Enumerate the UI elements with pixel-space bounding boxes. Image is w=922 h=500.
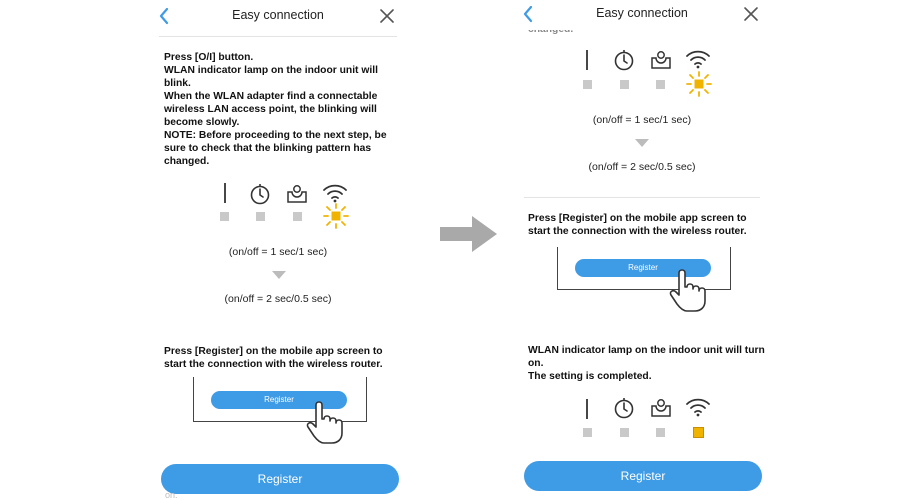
illustration-register-button: Register — [211, 391, 347, 409]
timer-icon — [613, 49, 635, 71]
app-header — [519, 0, 765, 30]
close-icon[interactable] — [741, 4, 761, 24]
register-instruction — [528, 212, 747, 238]
scrolled-text-fragment: on. — [165, 490, 178, 500]
page-title: Easy connection — [596, 6, 688, 20]
instruction-line: blink. — [164, 78, 191, 89]
lamp-timer — [620, 80, 629, 89]
instruction-line: NOTE: Before proceeding to the next step, be — [164, 130, 387, 141]
down-triangle-icon — [272, 271, 286, 279]
register-button[interactable]: Register — [524, 461, 762, 491]
instruction-line: wireless LAN access point, the blinking will — [164, 104, 377, 115]
right-phone-screen — [519, 0, 765, 500]
down-triangle-icon — [635, 139, 649, 147]
register-instruction-line: Press [Register] on the mobile app screen to — [528, 213, 747, 224]
lamp-sleep — [656, 428, 665, 437]
register-instruction-line: Press [Register] on the mobile app screen to — [164, 346, 383, 357]
operation-line-icon — [219, 182, 231, 204]
lamp-timer — [620, 428, 629, 437]
instruction-line: changed. — [164, 156, 210, 167]
wlan-icon — [685, 49, 711, 69]
blink-fast-label: (on/off = 1 sec/1 sec) — [228, 246, 328, 258]
sleep-icon — [286, 184, 308, 204]
blink-slow-label: (on/off = 2 sec/0.5 sec) — [224, 293, 332, 305]
section-divider — [524, 197, 760, 198]
instruction-line: Press [O/I] button. — [164, 52, 254, 63]
completion-text — [528, 344, 765, 383]
completion-line: on. — [528, 358, 544, 369]
lamp-sleep — [656, 80, 665, 89]
blink-fast-label: (on/off = 1 sec/1 sec) — [592, 114, 692, 126]
wlan-icon — [685, 397, 711, 417]
hand-tap-icon — [302, 395, 354, 445]
wlan-icon — [322, 183, 348, 203]
lamp-timer — [256, 212, 265, 221]
lamp-operation — [583, 428, 592, 437]
timer-icon — [613, 397, 635, 419]
page-title: Easy connection — [232, 8, 324, 22]
hand-tap-icon — [665, 263, 717, 313]
completion-line: The setting is completed. — [528, 371, 652, 382]
register-instruction-line: start the connection with the wireless router. — [164, 359, 383, 370]
instruction-line: WLAN indicator lamp on the indoor unit will — [164, 65, 378, 76]
blink-slow-label: (on/off = 2 sec/0.5 sec) — [588, 161, 696, 173]
app-header — [155, 0, 401, 32]
sleep-icon — [650, 50, 672, 70]
blinking-lamp-icon — [322, 202, 350, 230]
lamp-operation — [220, 212, 229, 221]
timer-icon — [249, 183, 271, 205]
left-phone-screen — [155, 0, 401, 500]
close-icon[interactable] — [377, 6, 397, 26]
illustration-register-button: Register — [575, 259, 711, 277]
header-divider — [159, 36, 397, 37]
operation-line-icon — [581, 49, 593, 71]
lamp-operation — [583, 80, 592, 89]
instruction-text — [164, 51, 387, 168]
lamp-sleep — [293, 212, 302, 221]
lamp-wlan-on — [693, 427, 704, 438]
instruction-line: When the WLAN adapter find a connectable — [164, 91, 378, 102]
instruction-line: become slowly. — [164, 117, 240, 128]
register-button[interactable]: Register — [161, 464, 399, 494]
register-instruction — [164, 345, 383, 371]
sleep-icon — [650, 398, 672, 418]
completion-line: WLAN indicator lamp on the indoor unit will turn — [528, 345, 765, 356]
blinking-lamp-icon — [685, 70, 713, 98]
right-arrow-icon — [440, 214, 498, 254]
register-instruction-line: start the connection with the wireless router. — [528, 226, 747, 237]
instruction-line: sure to check that the blinking pattern has — [164, 143, 372, 154]
operation-line-icon — [581, 398, 593, 420]
